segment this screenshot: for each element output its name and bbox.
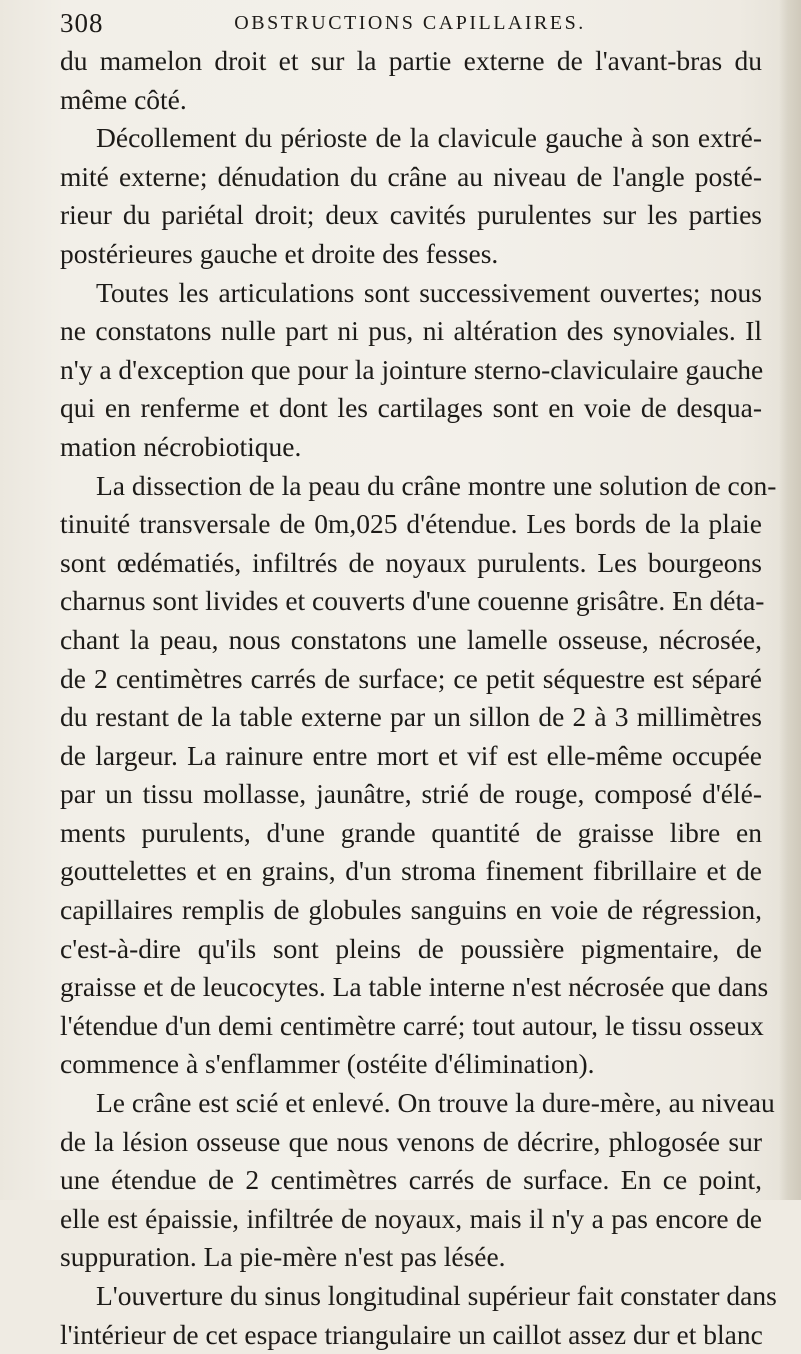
text-line: sont œdématiés, infiltrés de noyaux purulents. Les bourgeons	[60, 546, 762, 578]
text-line: l'intérieur de cet espace triangulaire un caillot assez dur et blanc	[60, 1318, 763, 1350]
text-line: de 2 centimètres carrés de surface; ce petit séquestre est séparé	[60, 662, 762, 694]
page-number: 308	[60, 8, 104, 38]
text-line: qui en renferme et dont les cartilages sont en voie de desqua-	[60, 392, 762, 424]
body-text	[60, 42, 777, 1354]
text-line: n'y a d'exception que pour la jointure sterno-claviculaire gauche	[60, 353, 764, 385]
text-line: rieur du pariétal droit; deux cavités purulentes sur les parties	[60, 199, 762, 231]
text-line: L'ouverture du sinus longitudinal supérieur fait constater dans	[96, 1280, 777, 1311]
text-line: mation nécrobiotique.	[60, 430, 302, 462]
text-line: La dissection de la peau du crâne montre une solution de con-	[96, 469, 777, 501]
text-line: graisse et de leucocytes. La table interne n'est nécrosée que dans	[60, 971, 769, 1003]
text-line: charnus sont livides et couverts d'une couenne grisâtre. En déta-	[60, 585, 765, 617]
running-head: OBSTRUCTIONS CAPILLAIRES.	[234, 12, 586, 34]
text-line: ne constatons nulle part ni pus, ni altération des synoviales. Il	[60, 315, 762, 347]
text-line: elle est épaissie, infiltrée de noyaux, mais il n'y a pas encore de	[60, 1202, 762, 1234]
text-line: Décollement du périoste de la clavicule gauche à son extré-	[96, 122, 762, 154]
text-line: ments purulents, d'une grande quantité de graisse libre en	[60, 816, 762, 848]
text-line: c'est-à-dire qu'ils sont pleins de poussière pigmentaire, de	[60, 932, 762, 964]
text-line: par un tissu mollasse, jaunâtre, strié de rouge, composé d'élé-	[60, 778, 762, 810]
text-line: l'étendue d'un demi centimètre carré; tout autour, le tissu osseux	[60, 1009, 764, 1041]
text-line: Toutes les articulations sont successivement ouvertes; nous	[96, 276, 762, 308]
text-line: de la lésion osseuse que nous venons de décrire, phlogosée sur	[60, 1125, 762, 1157]
page-header	[60, 8, 760, 40]
text-line: du restant de la table externe par un sillon de 2 à 3 millimètres	[60, 701, 762, 733]
text-line: postérieures gauche et droite des fesses.	[60, 237, 499, 269]
text-line: de largeur. La rainure entre mort et vif est elle-même occupée	[60, 739, 762, 771]
text-line: chant la peau, nous constatons une lamelle osseuse, nécrosée,	[60, 623, 762, 655]
text-line: tinuité transversale de 0m,025 d'étendue. Les bords de la plaie	[60, 508, 762, 540]
text-line: une étendue de 2 centimètres carrés de surface. En ce point,	[60, 1164, 762, 1196]
text-line: du mamelon droit et sur la partie externe de l'avant-bras du	[60, 45, 762, 76]
text-line: Le crâne est scié et enlevé. On trouve la dure-mère, au niveau	[96, 1087, 775, 1119]
text-line: capillaires remplis de globules sanguins en voie de régression,	[60, 894, 762, 926]
text-line: mité externe; dénudation du crâne au niveau de l'angle posté-	[60, 160, 762, 192]
text-line: suppuration. La pie-mère n'est pas lésée.	[60, 1241, 506, 1273]
text-line: commence à s'enflammer (ostéite d'élimination).	[60, 1048, 595, 1080]
text-line: même côté.	[60, 83, 187, 115]
page-edge-shadow	[779, 0, 801, 1200]
text-line: gouttelettes et en grains, d'un stroma finement fibrillaire et de	[60, 855, 762, 887]
